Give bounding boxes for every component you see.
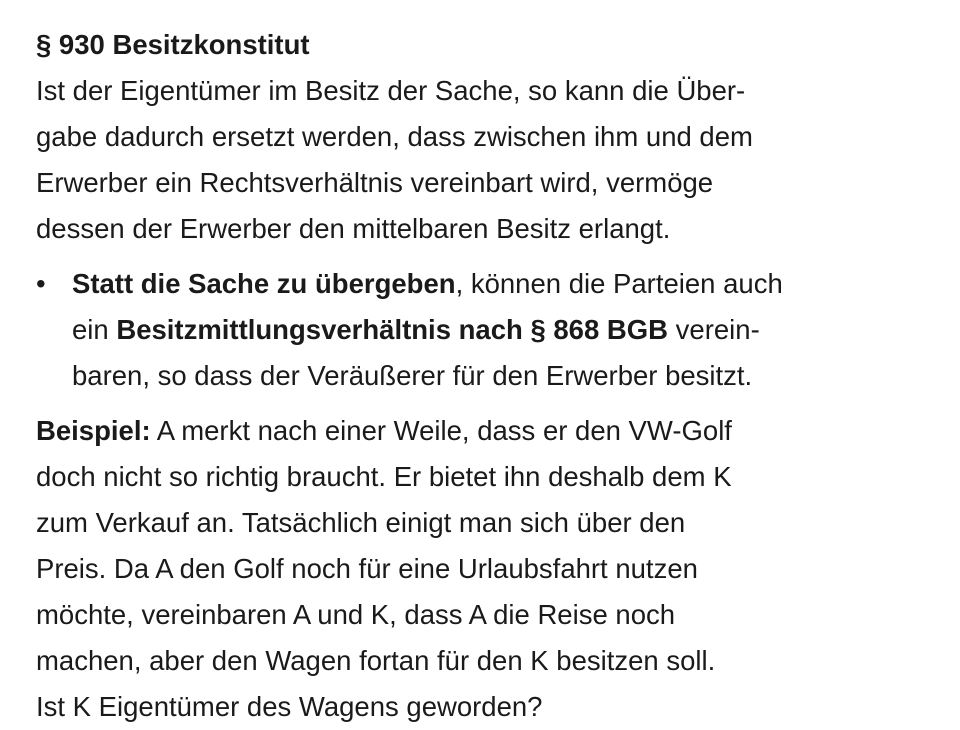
bullet-point bbox=[36, 261, 936, 399]
statute-section bbox=[36, 22, 936, 252]
bullet-emphasis: Statt die Sache zu übergeben bbox=[72, 268, 456, 299]
example-line: möchte, vereinbaren A und K, dass A die Reise noch bbox=[36, 599, 676, 630]
example-line: machen, aber den Wagen fortan für den K besitzen soll. bbox=[36, 645, 716, 676]
bullet-line bbox=[72, 307, 936, 353]
example-line bbox=[36, 408, 936, 454]
example-line: Preis. Da A den Golf noch für eine Urlaubsfahrt nutzen bbox=[36, 553, 698, 584]
bullet-text: ein bbox=[72, 314, 117, 345]
example-text: A merkt nach einer Weile, dass er den VW-Golf bbox=[150, 415, 732, 446]
example-question: Ist K Eigentümer des Wagens geworden? bbox=[36, 691, 543, 722]
statute-text-line: Erwerber ein Rechtsverhältnis vereinbart wird, vermöge bbox=[36, 167, 714, 198]
section-heading: § 930 Besitzkonstitut bbox=[36, 29, 310, 60]
statute-text-line: dessen der Erwerber den mittelbaren Besitz erlangt. bbox=[36, 213, 671, 244]
example-section bbox=[36, 408, 936, 730]
bullet-icon: • bbox=[36, 268, 46, 299]
example-line: zum Verkauf an. Tatsächlich einigt man sich über den bbox=[36, 507, 686, 538]
example-label: Beispiel: bbox=[36, 415, 151, 446]
statute-text-line: gabe dadurch ersetzt werden, dass zwischen ihm und dem bbox=[36, 121, 753, 152]
bullet-line bbox=[72, 261, 936, 307]
bullet-emphasis: Besitzmittlungsverhältnis nach § 868 BGB bbox=[116, 314, 669, 345]
bullet-text: , können die Parteien auch bbox=[455, 268, 783, 299]
bullet-text: verein- bbox=[668, 314, 760, 345]
statute-text-line: Ist der Eigentümer im Besitz der Sache, so kann die Über- bbox=[36, 75, 746, 106]
bullet-line: baren, so dass der Veräußerer für den Erwerber besitzt. bbox=[72, 360, 753, 391]
slide-content bbox=[36, 22, 936, 730]
example-line: doch nicht so richtig braucht. Er bietet ihn deshalb dem K bbox=[36, 461, 732, 492]
